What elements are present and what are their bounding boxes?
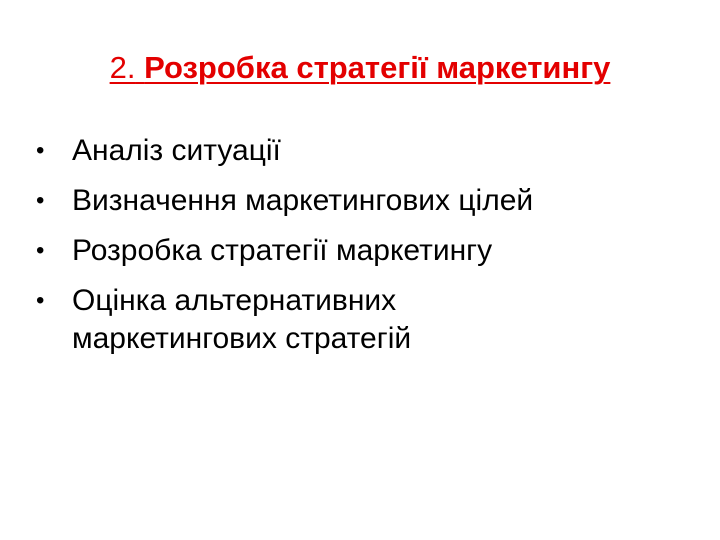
bullet-item	[36, 282, 676, 358]
bullet-text: Оцінка альтернативних	[72, 284, 397, 317]
bullet-dot-icon: •	[36, 187, 45, 214]
bullet-item	[36, 132, 676, 170]
title-number: 2.	[109, 50, 136, 85]
bullet-item	[36, 182, 676, 220]
bullet-dot-icon: •	[36, 137, 45, 164]
title-text: Розробка стратегії маркетингу	[144, 50, 611, 85]
bullet-text: Аналіз ситуації	[72, 134, 281, 167]
bullet-dot-icon: •	[36, 237, 45, 264]
bullet-list	[36, 132, 676, 370]
slide-title	[0, 50, 720, 86]
bullet-text: Розробка стратегії маркетингу	[72, 234, 493, 267]
bullet-text-continuation: маркетингових стратегій	[72, 322, 412, 355]
bullet-dot-icon: •	[36, 287, 45, 314]
bullet-item	[36, 232, 676, 270]
bullet-text: Визначення маркетингових цілей	[72, 184, 534, 217]
